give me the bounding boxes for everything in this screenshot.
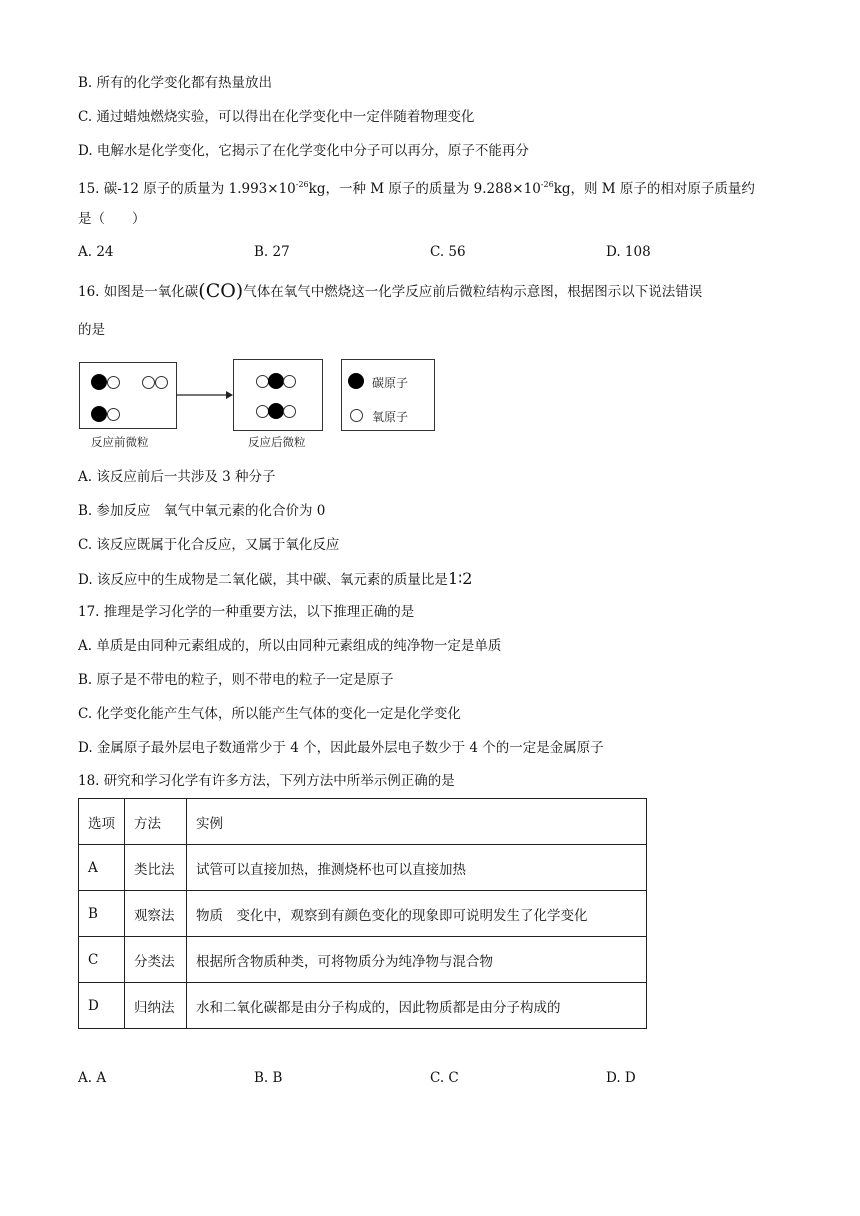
carbon-atom: [268, 373, 284, 389]
q18-table: [78, 798, 647, 1029]
caption-before: 反应前微粒: [91, 435, 149, 449]
legend-oxygen-label: 氧原子: [372, 410, 409, 424]
table-cell: 物质 变化中，观察到有颜色变化的现象即可说明发生了化学变化: [187, 891, 647, 937]
table-row: [79, 891, 647, 937]
table-cell: 观察法: [125, 891, 187, 937]
q15-text-3: kg，则 M 原子的相对原子质量约: [553, 181, 755, 197]
table-header-row: [79, 799, 647, 845]
q14-option-d: D. 电解水是化学变化，它揭示了在化学变化中分子可以再分，原子不能再分: [78, 143, 529, 159]
q16-number: 16.: [78, 284, 100, 300]
q15-number: 15.: [78, 181, 100, 197]
after-reaction-box: [233, 359, 323, 431]
oxygen-atom: [107, 408, 120, 421]
q17-stem: 17. 推理是学习化学的一种重要方法，以下推理正确的是: [78, 604, 415, 620]
q15-option-b: B. 27: [254, 244, 290, 260]
q16-text-2: 气体在氧气中燃烧这一化学反应前后微粒结构示意图，根据图示以下说法错误: [243, 284, 703, 300]
q15-option-a: A. 24: [78, 244, 114, 260]
q15-option-d: D. 108: [606, 244, 651, 260]
carbon-atom: [268, 403, 284, 419]
q15-text-2: kg，一种 M 原子的质量为 9.288×10: [308, 181, 541, 197]
table-cell: D: [79, 983, 125, 1029]
q18-option-c: C. C: [430, 1070, 459, 1086]
q15-text-1: 碳-12 原子的质量为 1.993×10: [103, 181, 296, 197]
q17-option-b: B. 原子是不带电的粒子，则不带电的粒子一定是原子: [78, 672, 394, 688]
reaction-arrow: [176, 388, 234, 402]
table-cell: 根据所含物质种类，可将物质分为纯净物与混合物: [187, 937, 647, 983]
oxygen-atom: [142, 376, 155, 389]
q16-stem-line2: 的是: [78, 322, 105, 338]
q14-option-b: B. 所有的化学变化都有热量放出: [78, 75, 273, 91]
table-cell: 类比法: [125, 845, 187, 891]
q16-option-b: B. 参加反应 氧气中氧元素的化合价为 0: [78, 503, 326, 519]
q15-exponent-1: -26: [295, 180, 309, 189]
q16-option-a: A. 该反应前后一共涉及 3 种分子: [78, 469, 276, 485]
q15-stem: [78, 175, 755, 199]
q15-exponent-2: -26: [540, 180, 554, 189]
caption-after: 反应后微粒: [248, 435, 306, 449]
legend-box: [341, 359, 435, 431]
q18-option-b: B. B: [254, 1070, 283, 1086]
q17-option-d: D. 金属原子最外层电子数通常少于 4 个，因此最外层电子数少于 4 个的一定是金属原子: [78, 740, 604, 756]
q16-option-d: [78, 569, 472, 590]
q16-option-d-ratio: 1∶2: [447, 569, 473, 588]
table-row: [79, 937, 647, 983]
oxygen-atom: [283, 405, 296, 418]
oxygen-atom-legend: [350, 409, 363, 422]
q14-option-c: C. 通过蜡烛燃烧实验，可以得出在化学变化中一定伴随着物理变化: [78, 109, 475, 125]
carbon-atom: [91, 406, 107, 422]
q18-stem: 18. 研究和学习化学有许多方法，下列方法中所举示例正确的是: [78, 773, 455, 789]
oxygen-atom: [107, 376, 120, 389]
q16-option-d-text: D. 该反应中的生成物是二氧化碳，其中碳、氧元素的质量比是: [78, 572, 448, 588]
table-row: [79, 845, 647, 891]
before-reaction-box: [79, 362, 177, 429]
carbon-atom-legend: [348, 373, 364, 389]
table-cell: 分类法: [125, 937, 187, 983]
q18-option-a: A. A: [78, 1070, 107, 1086]
q17-option-c: C. 化学变化能产生气体，所以能产生气体的变化一定是化学变化: [78, 706, 461, 722]
q16-stem: [78, 281, 702, 302]
q15-option-c: C. 56: [430, 244, 466, 260]
table-cell: 试管可以直接加热，推测烧杯也可以直接加热: [187, 845, 647, 891]
table-header-cell: 选项: [79, 799, 125, 845]
legend-carbon-label: 碳原子: [372, 376, 409, 390]
q15-stem-line2: 是（ ）: [78, 211, 146, 227]
table-header-cell: 方法: [125, 799, 187, 845]
table-cell: 归纳法: [125, 983, 187, 1029]
table-cell: 水和二氧化碳都是由分子构成的，因此物质都是由分子构成的: [187, 983, 647, 1029]
oxygen-atom: [155, 376, 168, 389]
table-cell: C: [79, 937, 125, 983]
table-cell: B: [79, 891, 125, 937]
carbon-atom: [91, 374, 107, 390]
q17-option-a: A. 单质是由同种元素组成的，所以由同种元素组成的纯净物一定是单质: [78, 638, 502, 654]
table-header-cell: 实例: [187, 799, 647, 845]
q16-text-1: 如图是一氧化碳: [103, 284, 199, 300]
q16-formula: (CO): [198, 280, 244, 302]
table-row: [79, 983, 647, 1029]
table-cell: A: [79, 845, 125, 891]
q18-option-d: D. D: [606, 1070, 636, 1086]
q16-option-c: C. 该反应既属于化合反应，又属于氧化反应: [78, 537, 340, 553]
oxygen-atom: [283, 375, 296, 388]
